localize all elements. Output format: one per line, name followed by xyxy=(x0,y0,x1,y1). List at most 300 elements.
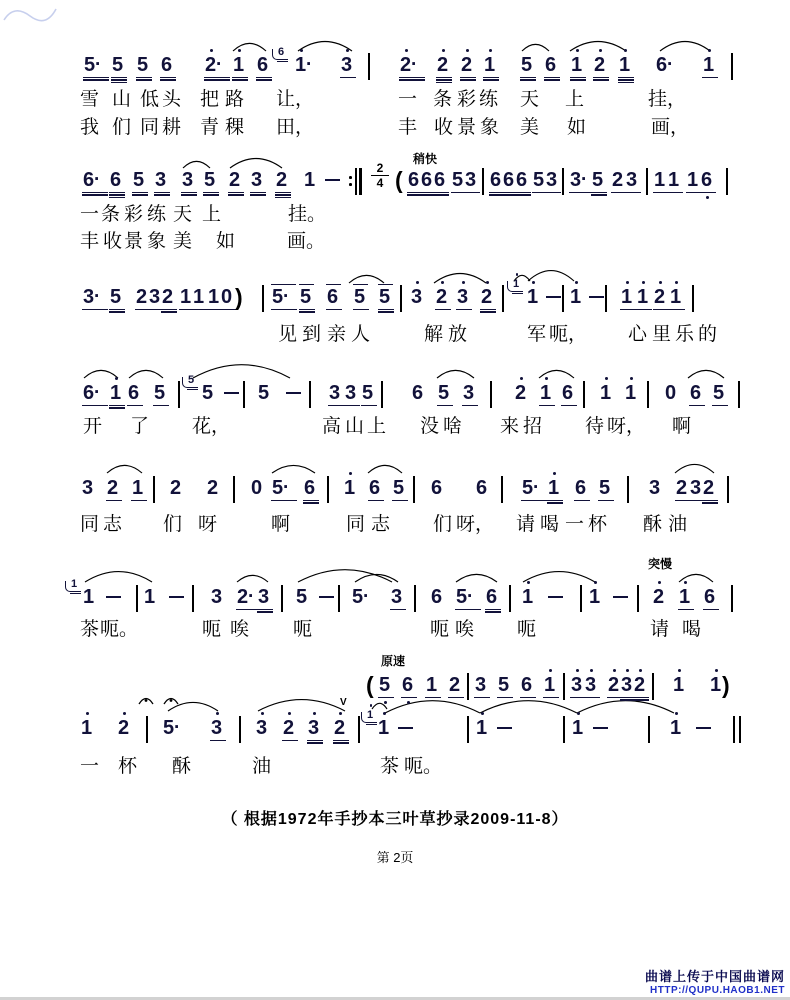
note: 6 xyxy=(128,383,141,407)
note: 5 xyxy=(498,675,511,699)
barline xyxy=(349,168,363,195)
note: 1 xyxy=(654,170,667,194)
lyric-syllable: 茶 xyxy=(380,756,400,777)
parenthesis: ) xyxy=(722,672,730,698)
note: 5 xyxy=(133,170,146,194)
note: 5 xyxy=(393,478,406,502)
note: 6 xyxy=(434,170,447,194)
dash-note xyxy=(497,727,512,729)
note: 3 xyxy=(649,477,660,499)
lyric-syllable: 志 xyxy=(371,514,391,535)
lyric-syllable: 呃 xyxy=(517,619,537,640)
note: 2 xyxy=(654,287,667,311)
note: 2 xyxy=(481,287,494,311)
lyric-syllable: 待 xyxy=(585,416,605,437)
lyric-syllable: 同 xyxy=(80,514,100,535)
note: 2 xyxy=(634,675,647,699)
barline xyxy=(233,476,235,503)
lyric-syllable: 高 xyxy=(322,416,342,437)
note: 6 · xyxy=(83,383,106,407)
lyric-syllable: 们 xyxy=(163,514,183,535)
note: 1 xyxy=(233,55,246,79)
slur-tie xyxy=(84,370,118,378)
lyric-syllable: 山 xyxy=(345,416,365,437)
note: 2 xyxy=(276,170,289,194)
lyric-syllable: 酥 xyxy=(172,756,192,777)
note: 6 xyxy=(431,477,442,499)
slur-tie xyxy=(107,465,142,473)
barline xyxy=(502,285,504,312)
note: 1 xyxy=(304,169,315,191)
barline xyxy=(627,476,629,503)
note: 5 · xyxy=(163,717,181,739)
lyric-syllable: 油 xyxy=(252,756,272,777)
parenthesis: ( xyxy=(395,167,403,193)
dash-note xyxy=(169,596,184,598)
lyric-syllable: 田， xyxy=(276,117,315,138)
lyric-syllable: 喝 xyxy=(682,619,702,640)
note: 2 xyxy=(334,718,347,742)
note: 3 xyxy=(465,170,478,194)
note: 2 xyxy=(136,287,149,311)
note: 2 xyxy=(608,675,621,699)
note: 1 xyxy=(522,587,535,611)
lyric-syllable: 一 xyxy=(398,89,418,110)
fermata-dot xyxy=(170,699,173,702)
dash-note xyxy=(106,596,121,598)
lyric-syllable: 上 xyxy=(565,89,585,110)
barline xyxy=(562,168,564,195)
note: 6 xyxy=(327,287,340,311)
note: 6 xyxy=(431,586,442,608)
tempo-mark: 原速 xyxy=(381,654,406,668)
slur-tie xyxy=(688,370,724,378)
note: 5 xyxy=(521,55,534,79)
barline xyxy=(733,716,741,743)
note: 6 · xyxy=(83,170,106,194)
lyric-syllable: 挂。 xyxy=(288,204,327,225)
dash-note xyxy=(548,596,563,598)
barline xyxy=(467,716,469,743)
note: 2 xyxy=(170,477,181,499)
note: 5 xyxy=(438,383,451,407)
lyric-syllable: 稞 xyxy=(225,117,245,138)
slur-tie xyxy=(298,42,352,52)
barline xyxy=(562,285,564,312)
note: 6 xyxy=(257,55,270,79)
note: 6 xyxy=(521,675,534,699)
fermata-icon xyxy=(164,699,178,705)
note: 6 xyxy=(421,170,434,194)
barline xyxy=(563,673,565,700)
note: 5 xyxy=(137,55,150,79)
lyric-syllable: 呀， xyxy=(456,514,495,535)
lyric-syllable: 一 xyxy=(80,756,100,777)
note: 3 xyxy=(258,587,271,611)
slur-tie xyxy=(522,44,549,51)
note: 6 xyxy=(402,675,415,699)
lyric-syllable: 山 xyxy=(112,89,132,110)
lyric-syllable: 景 xyxy=(457,117,477,138)
note: 1 xyxy=(548,478,561,502)
note: 5 xyxy=(300,287,313,311)
lyric-syllable: 唉 xyxy=(455,619,475,640)
note: 0 xyxy=(251,477,262,499)
lyric-syllable: 来 xyxy=(500,416,520,437)
time-signature: $\frac{2}{4}$ xyxy=(371,162,389,189)
barline xyxy=(467,673,469,700)
slur-tie xyxy=(258,697,347,711)
fermata-icon xyxy=(139,699,153,705)
note: 6 xyxy=(575,478,588,502)
note: 1 xyxy=(180,287,193,311)
dash-note xyxy=(319,596,334,598)
note: 3 xyxy=(621,675,634,699)
lyric-syllable: 丰 xyxy=(398,117,418,138)
lyric-syllable: 收 xyxy=(103,231,123,252)
note: 2 · xyxy=(237,587,260,611)
barline xyxy=(490,381,492,408)
lyric-syllable: 喝 xyxy=(540,514,560,535)
site-watermark xyxy=(645,966,785,996)
lyric-syllable: 油 xyxy=(668,514,688,535)
lyric-syllable: 美 xyxy=(520,117,540,138)
barline xyxy=(605,285,607,312)
note: 5 xyxy=(112,55,125,79)
lyric-syllable: 把 xyxy=(200,89,220,110)
lyric-syllable: 杯 xyxy=(118,756,138,777)
note: 1 xyxy=(476,718,489,742)
note: 3 xyxy=(546,170,559,194)
note: 5 xyxy=(204,170,217,194)
barline xyxy=(652,673,654,700)
note: 6 xyxy=(503,170,516,194)
note: 1 xyxy=(208,287,221,311)
dash-note xyxy=(286,392,301,394)
note: 6 xyxy=(412,382,423,404)
lyric-syllable: 天 xyxy=(173,204,193,225)
lyric-syllable: 青 xyxy=(200,117,220,138)
note: 3 xyxy=(308,718,321,742)
slur-tie xyxy=(368,465,402,473)
slur-tie xyxy=(660,42,710,52)
barline xyxy=(368,53,370,80)
lyric-syllable: 练 xyxy=(147,204,167,225)
barline xyxy=(637,585,639,612)
note: 5 · xyxy=(272,478,295,502)
note: 5 xyxy=(354,287,367,311)
lyric-syllable: 们 xyxy=(433,514,453,535)
dash-note xyxy=(325,179,340,181)
slur-tie xyxy=(129,370,163,378)
note: 6 xyxy=(476,477,487,499)
lyric-syllable: 酥 xyxy=(643,514,663,535)
barline xyxy=(580,585,582,612)
barline xyxy=(692,285,694,312)
lyric-syllable: 景 xyxy=(124,231,144,252)
note: 1 xyxy=(687,170,700,194)
barline xyxy=(243,381,245,408)
note: 0 xyxy=(221,287,234,311)
note: 1 xyxy=(670,718,683,742)
note: 5 xyxy=(452,170,465,194)
barline xyxy=(358,716,360,743)
note: 1 xyxy=(344,478,357,502)
lyric-syllable: 志 xyxy=(103,514,123,535)
note: 3 xyxy=(571,675,584,699)
note: 1 xyxy=(670,287,683,311)
note: 6 xyxy=(545,55,558,79)
lyric-syllable: 我 xyxy=(80,117,100,138)
note: 1 xyxy=(570,287,583,311)
lyric-syllable: 丰 xyxy=(80,231,100,252)
lyric-syllable: 唉 xyxy=(230,619,250,640)
note: 6 xyxy=(369,478,382,502)
note: 5 xyxy=(362,383,375,407)
barline xyxy=(239,716,241,743)
lyric-syllable: 呃 xyxy=(202,619,222,640)
slur-tie xyxy=(480,701,577,713)
dash-note xyxy=(589,296,604,298)
lyric-syllable: 请 xyxy=(650,619,670,640)
note: 3 xyxy=(391,587,404,611)
note: 1 xyxy=(637,287,650,311)
slur-tie xyxy=(237,575,268,582)
barline xyxy=(482,168,484,195)
note: 1 xyxy=(710,675,723,699)
note: 1 xyxy=(673,675,686,699)
lyric-syllable: 里 xyxy=(652,324,672,345)
note: 3 xyxy=(626,170,639,194)
note: 2 xyxy=(118,718,131,742)
note: 3 xyxy=(155,170,168,194)
slur-tie xyxy=(675,464,714,473)
note: 6 xyxy=(701,170,714,194)
lyric-syllable: 呃。 xyxy=(100,619,139,640)
note: 5 · xyxy=(522,478,545,502)
lyric-syllable: 如 xyxy=(216,231,236,252)
note: 2 xyxy=(449,675,462,699)
barline xyxy=(648,716,650,743)
lyric-syllable: 到 xyxy=(302,324,322,345)
note: 2 xyxy=(229,170,242,194)
note: 6 xyxy=(161,55,174,79)
lyric-syllable: 同 xyxy=(346,514,366,535)
note: 1 · xyxy=(295,55,318,79)
note: 1 xyxy=(132,478,145,502)
note: 2 xyxy=(107,478,120,502)
barline xyxy=(727,476,729,503)
barline xyxy=(400,285,402,312)
lyric-syllable: 的 xyxy=(698,324,718,345)
note: 1 xyxy=(625,383,638,407)
note: 1 xyxy=(619,55,632,79)
slur-tie xyxy=(456,574,497,582)
note: 6 xyxy=(486,587,499,611)
barline xyxy=(262,285,264,312)
lyric-syllable: 条 xyxy=(433,89,453,110)
note: 2 xyxy=(162,287,175,311)
lyric-syllable: 让， xyxy=(276,89,315,110)
lyric-syllable: 收 xyxy=(434,117,454,138)
lyric-syllable: 雪 xyxy=(80,89,100,110)
lyric-syllable: 头 xyxy=(162,89,182,110)
barline xyxy=(414,585,416,612)
lyric-syllable: 彩 xyxy=(124,204,144,225)
dash-note xyxy=(696,727,711,729)
note: 1 xyxy=(679,587,692,611)
barline xyxy=(381,381,383,408)
note: 2 xyxy=(612,170,625,194)
credit-line: （ 根据1972年手抄本三叶草抄录2009-11-8） xyxy=(221,811,569,828)
page-number: 第 2页 xyxy=(376,850,414,865)
note: 1 xyxy=(600,383,613,407)
note: 2 · xyxy=(400,55,423,79)
lyric-syllable: 耕 xyxy=(162,117,182,138)
note: 2 xyxy=(515,383,528,407)
lyric-syllable: 挂， xyxy=(648,89,687,110)
barline xyxy=(731,53,733,80)
lyric-syllable: 天 xyxy=(520,89,540,110)
note: 3 xyxy=(475,675,488,699)
lyric-syllable: 花， xyxy=(192,416,231,437)
lyric-syllable: 放 xyxy=(448,324,468,345)
note: 5 xyxy=(379,675,392,699)
note: 5 xyxy=(379,287,392,311)
note: 3 xyxy=(690,478,703,502)
note: 3 xyxy=(82,477,93,499)
lyric-syllable: 彩 xyxy=(457,89,477,110)
note: 1 xyxy=(81,718,94,742)
lyric-syllable: 啊 xyxy=(271,514,291,535)
note: 2 xyxy=(653,587,666,611)
barline xyxy=(731,585,733,612)
lyric-syllable: 解 xyxy=(424,324,444,345)
note: 1 xyxy=(378,718,391,742)
lyric-syllable: 上 xyxy=(367,416,387,437)
lyric-syllable: 低 xyxy=(140,89,160,110)
note: 6 xyxy=(490,170,503,194)
note: 3 xyxy=(149,287,162,311)
site-name: 曲谱上传于中国曲谱网 xyxy=(644,969,785,984)
note: 2 xyxy=(436,287,449,311)
barline xyxy=(309,381,311,408)
dash-note xyxy=(546,296,561,298)
note: 1 xyxy=(144,586,155,608)
note: 3 xyxy=(457,287,470,311)
lyric-syllable: 茶 xyxy=(80,619,100,640)
barline xyxy=(563,716,565,743)
lyric-syllable: 呀 xyxy=(198,514,218,535)
parenthesis: ) xyxy=(235,284,243,310)
note: 1 xyxy=(621,287,634,311)
note: 6 xyxy=(110,170,123,194)
grace-note: 1 xyxy=(367,709,375,733)
breath-mark: V xyxy=(340,697,347,708)
site-url: HTTP://QUPU.HAOB1.NET xyxy=(650,985,785,996)
note: 5 · xyxy=(352,586,370,608)
tempo-mark: 突慢 xyxy=(648,557,673,571)
note: 2 xyxy=(283,718,296,742)
lyric-syllable: 呃， xyxy=(549,324,588,345)
note: 5 · xyxy=(84,55,107,79)
slur-tie xyxy=(230,159,282,169)
note: 3 xyxy=(329,383,342,407)
note: 2 xyxy=(461,55,474,79)
note: 0 xyxy=(665,382,676,404)
lyric-syllable: 一 xyxy=(565,514,585,535)
note: 1 xyxy=(589,587,602,611)
barline xyxy=(327,476,329,503)
note: 3 xyxy=(182,170,195,194)
slur-tie xyxy=(528,271,574,281)
note: 5 xyxy=(258,382,269,404)
lyric-syllable: 见 xyxy=(278,324,298,345)
note: 1 xyxy=(572,718,585,742)
note: 6 xyxy=(704,587,717,611)
lyric-syllable: 象 xyxy=(147,231,167,252)
lyric-syllable: 心 xyxy=(628,324,648,345)
lyric-syllable: 画， xyxy=(651,117,690,138)
lyric-syllable: 呀， xyxy=(607,416,646,437)
barline xyxy=(136,585,138,612)
lyric-syllable: 练 xyxy=(479,89,499,110)
slur-tie xyxy=(385,701,480,713)
lyric-syllable: 请 xyxy=(516,514,536,535)
note: 3 xyxy=(585,675,598,699)
lyric-syllable: 路 xyxy=(225,89,245,110)
dash-note xyxy=(593,727,608,729)
note: 1 xyxy=(571,55,584,79)
lyric-syllable: 同 xyxy=(140,117,160,138)
slur-tie xyxy=(437,370,474,378)
note: 3 xyxy=(341,55,354,79)
note: 3 xyxy=(411,287,424,311)
note: 3 xyxy=(251,170,264,194)
grace-note: 5 xyxy=(188,374,196,398)
lyric-syllable: 人 xyxy=(351,324,371,345)
lyric-syllable: 没 xyxy=(420,416,440,437)
lyric-syllable: 杯 xyxy=(588,514,608,535)
note: 2 xyxy=(207,477,218,499)
note: 5 xyxy=(599,478,612,502)
note: 5 xyxy=(533,170,546,194)
dash-note xyxy=(224,392,239,394)
grace-note: 1 xyxy=(513,278,521,302)
note: 1 xyxy=(703,55,716,79)
note: 1 xyxy=(83,586,94,608)
parenthesis: ( xyxy=(366,672,374,698)
note: 6 xyxy=(304,478,317,502)
lyric-syllable: 上 xyxy=(202,204,222,225)
lyric-syllable: 如 xyxy=(567,117,587,138)
note: 5 xyxy=(592,170,605,194)
note: 3 xyxy=(463,383,476,407)
lyric-syllable: 啊 xyxy=(672,416,692,437)
lyric-syllable: 呃 xyxy=(293,619,313,640)
note: 3 xyxy=(211,586,222,608)
note: 5 xyxy=(713,383,726,407)
note: 6 xyxy=(516,170,529,194)
lyric-syllable: 军 xyxy=(527,324,547,345)
note: 5 · xyxy=(272,287,295,311)
barline xyxy=(178,381,180,408)
lyric-syllable: 了 xyxy=(130,416,150,437)
lyric-syllable: 美 xyxy=(173,231,193,252)
note: 1 xyxy=(484,55,497,79)
note: 1 xyxy=(540,383,553,407)
grace-note: 6 xyxy=(278,46,286,70)
